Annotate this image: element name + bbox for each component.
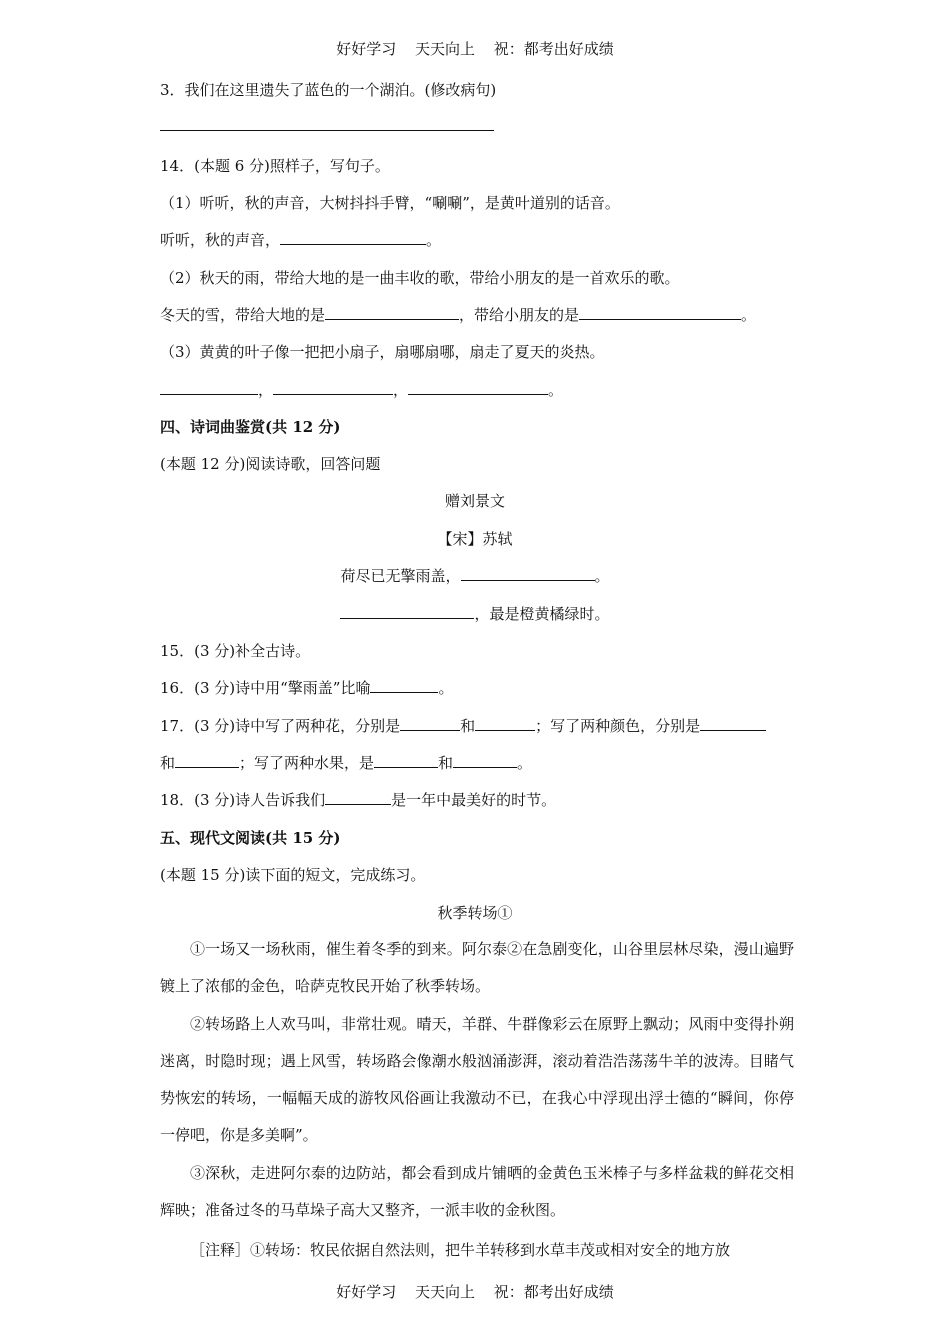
q14-prompt-1-text: 听听，秋的声音，: [160, 231, 281, 249]
footer-text-3: 祝：都考出好成绩: [493, 1283, 614, 1301]
period: 。: [438, 679, 454, 697]
q14-prompt-3: [160, 380, 563, 400]
poem-blank-1[interactable]: [461, 566, 595, 581]
poem-author: 【宋】苏轼: [437, 530, 513, 548]
article-title: 秋季转场①: [437, 904, 513, 922]
header-text-1: 好好学习: [336, 40, 397, 58]
q14-blank-1[interactable]: [280, 230, 426, 245]
q16-blank[interactable]: [370, 678, 438, 693]
page-header: [0, 38, 950, 59]
q14-prompt-2: [160, 305, 756, 325]
q17-prompt-c: ；写了两种水果，是: [239, 754, 375, 772]
section4-title: 四、诗词曲鉴赏(共 12 分): [160, 418, 341, 436]
q18-text: [160, 790, 556, 810]
q14-example-2: （2）秋天的雨，带给大地的是一曲丰收的歌，带给小朋友的是一首欢乐的歌。: [160, 269, 680, 287]
q17-blank-2[interactable]: [475, 716, 535, 731]
section5-title: 五、现代文阅读(共 15 分): [160, 829, 341, 847]
q16-text: [160, 678, 453, 698]
q17-blank-4[interactable]: [175, 753, 239, 768]
period: 。: [741, 306, 757, 324]
q3-text: 3．我们在这里遗失了蓝色的一个湖泊。(修改病句): [160, 81, 497, 99]
q15-text: 15．(3 分)补全古诗。: [160, 642, 311, 660]
q14-title: 14．(本题 6 分)照样子，写句子。: [160, 157, 390, 175]
q14-prompt-2a: 冬天的雪，带给大地的是: [160, 306, 326, 324]
page-footer: [0, 1281, 950, 1302]
period: 。: [548, 381, 564, 399]
q14-prompt-2b: ，带给小朋友的是: [459, 306, 580, 324]
poem-title: 赠刘景文: [444, 492, 505, 510]
q14-prompt-1: [160, 230, 441, 250]
q14-blank-2a[interactable]: [325, 305, 459, 320]
article-paragraph-1: ①一场又一场秋雨，催生着冬季的到来。阿尔泰②在急剧变化，山谷里层林尽染，漫山遍野镀上了浓郁的金色，哈萨克牧民开始了秋季转场。: [160, 940, 794, 995]
header-text-3: 祝：都考出好成绩: [493, 40, 614, 58]
header-text-2: 天天向上: [414, 40, 475, 58]
q17-prompt-b: ；写了两种颜色，分别是: [535, 717, 701, 735]
period: 。: [426, 231, 442, 249]
q14-example-3: （3）黄黄的叶子像一把把小扇子，扇哪扇哪，扇走了夏天的炎热。: [160, 343, 605, 361]
q3-answer-line: [160, 116, 494, 136]
article-paragraph-2: ②转场路上人欢马叫，非常壮观。晴天，羊群、牛群像彩云在原野上飘动；风雨中变得扑朔迷离，时隐时现；遇上风雪，转场路会像潮水般汹涌澎湃，滚动着浩浩荡荡牛羊的波涛。目睹气势恢宏的转场，一幅幅天成的游牧风俗画让我激动不已，在我心中浮现出浮士德的“瞬间，你停一停吧，你是多美啊”。: [160, 1015, 794, 1144]
q18-prompt-b: 是一年中最美好的时节。: [391, 791, 557, 809]
q18-prompt-a: 18．(3 分)诗人告诉我们: [160, 791, 326, 809]
q14-blank-3c[interactable]: [408, 380, 548, 395]
q14-example-1: （1）听听，秋的声音，大树抖抖手臂，“唰唰”，是黄叶道别的话音。: [160, 194, 620, 212]
section4-intro: (本题 12 分)阅读诗歌，回答问题: [160, 455, 381, 473]
q17-blank-1[interactable]: [400, 716, 460, 731]
q14-blank-3a[interactable]: [160, 380, 258, 395]
q18-blank[interactable]: [325, 790, 391, 805]
q14-blank-2b[interactable]: [579, 305, 741, 320]
footer-text-2: 天天向上: [414, 1283, 475, 1301]
period: 。: [517, 754, 533, 772]
comma: ，: [393, 381, 409, 399]
poem-line-1-text: 荷尽已无擎雨盖，: [340, 567, 461, 585]
q17-text: [160, 716, 766, 736]
comma: ，: [258, 381, 274, 399]
q17-text-cont: [160, 753, 532, 773]
section5-intro: (本题 15 分)读下面的短文，完成练习。: [160, 866, 426, 884]
article-note: ［注释］①转场：牧民依据自然法则，把牛羊转移到水草丰茂或相对安全的地方放: [190, 1241, 731, 1259]
article-paragraph-3: ③深秋，走进阿尔泰的边防站，都会看到成片铺晒的金黄色玉米棒子与多样盆栽的鲜花交相辉映；准备过冬的马草垛子高大又整齐，一派丰收的金秋图。: [160, 1164, 794, 1219]
q14-blank-3b[interactable]: [273, 380, 393, 395]
q17-blank-3[interactable]: [700, 716, 766, 731]
poem-line-1: [0, 566, 950, 586]
and: 和: [160, 754, 176, 772]
q17-blank-5[interactable]: [374, 753, 438, 768]
period: 。: [594, 567, 610, 585]
q16-prompt: 16．(3 分)诗中用“擎雨盖”比喻: [160, 679, 371, 697]
and: 和: [460, 717, 476, 735]
footer-text-1: 好好学习: [336, 1283, 397, 1301]
poem-blank-2[interactable]: [340, 604, 474, 619]
q17-blank-6[interactable]: [453, 753, 517, 768]
poem-line-2: [0, 604, 950, 624]
q17-prompt-a: 17．(3 分)诗中写了两种花，分别是: [160, 717, 401, 735]
and: 和: [438, 754, 454, 772]
poem-line-2-text: ，最是橙黄橘绿时。: [474, 605, 610, 623]
